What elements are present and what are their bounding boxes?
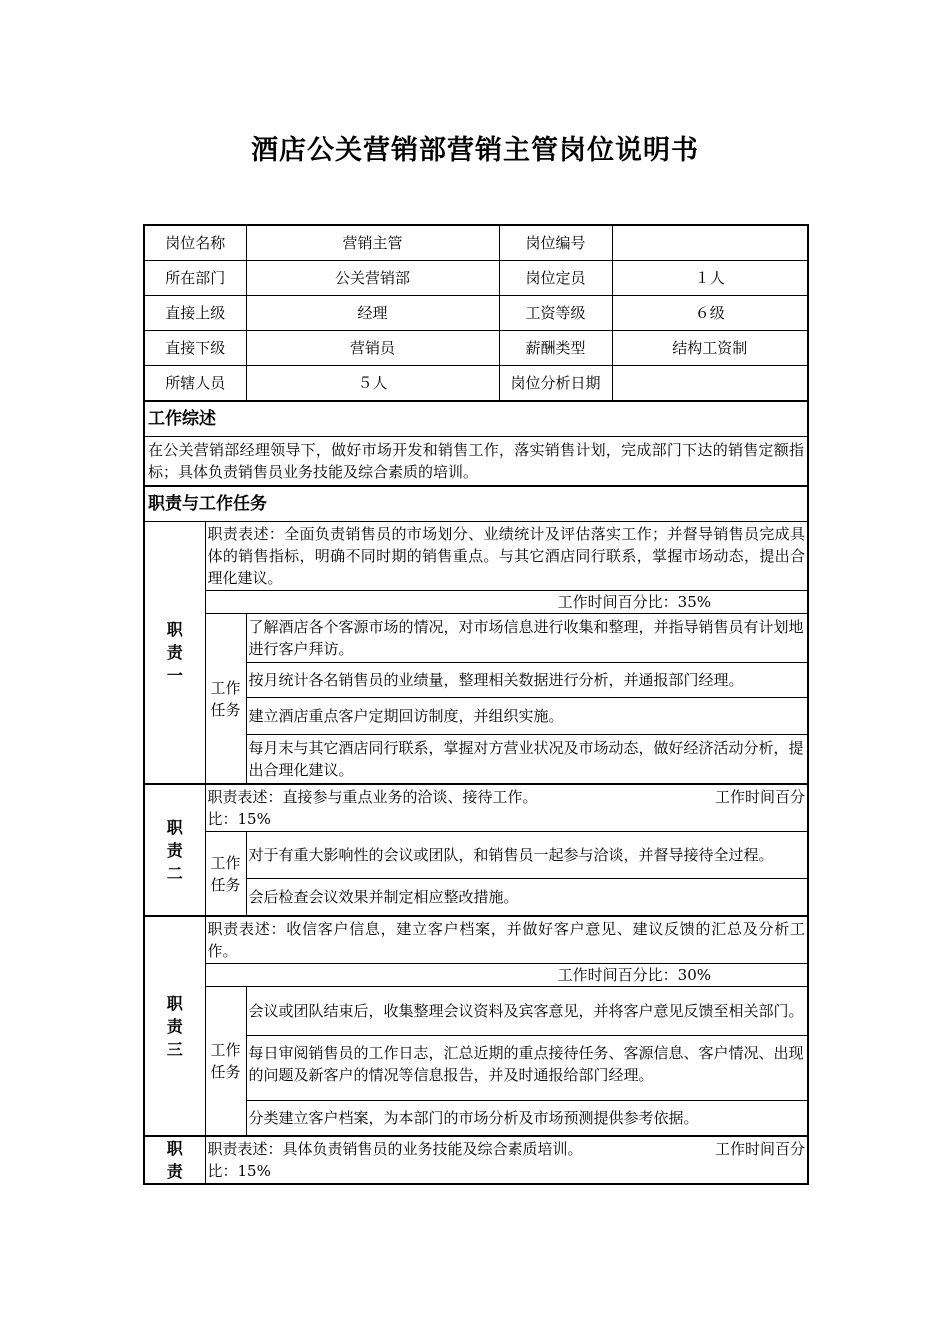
duty-1-task-4: 每月末与其它酒店同行联系，掌握对方营业状况及市场动态，做好经济活动分析，提出合理化建议。	[246, 735, 808, 785]
duty-1-desc-row	[144, 522, 808, 591]
info-row-name	[144, 225, 808, 261]
summary-heading: 工作综述	[144, 401, 808, 437]
info-row-dept	[144, 261, 808, 296]
duty-3-desc-row	[144, 916, 808, 964]
duty-2-desc-row	[144, 784, 808, 832]
duty-1-pct-row	[144, 591, 808, 614]
duty-2-task-label: 工作任务	[205, 832, 246, 917]
label-position-code: 岗位编号	[499, 225, 612, 261]
label-headcount: 岗位定员	[499, 261, 612, 296]
label-position-name: 岗位名称	[144, 225, 246, 261]
label-staff: 所辖人员	[144, 366, 246, 402]
label-subordinate: 直接下级	[144, 331, 246, 366]
duty-4-label: 职 责	[144, 1136, 205, 1184]
duty-2-label: 职 责 二	[144, 784, 205, 916]
summary-text: 在公关营销部经理领导下，做好市场开发和销售工作，落实销售计划，完成部门下达的销售定额指标；具体负责销售员业务技能及综合素质的培训。	[144, 437, 808, 487]
duty-1-task-1: 了解酒店各个客源市场的情况，对市场信息进行收集和整理，并指导销售员有计划地进行客户拜访。	[246, 614, 808, 663]
duty-4-desc: 职责表述：具体负责销售员的业务技能及综合素质培训。	[207, 1140, 583, 1158]
value-staff: ５人	[246, 366, 499, 402]
duty-1-task-label: 工作任务	[205, 614, 246, 785]
summary-text-row	[144, 437, 808, 487]
duty-1-label: 职 责 一	[144, 522, 205, 785]
duty-3-task-3: 分类建立客户档案，为本部门的市场分析及市场预测提供参考依据。	[246, 1101, 808, 1137]
duty-2-pct-a: 工作时间百分	[715, 788, 806, 806]
value-superior: 经理	[246, 296, 499, 331]
document-title: 酒店公关营销部营销主管岗位说明书	[251, 135, 699, 166]
value-pay-type: 结构工资制	[612, 331, 808, 366]
value-headcount: １人	[612, 261, 808, 296]
duty-1-task-3: 建立酒店重点客户定期回访制度，并组织实施。	[246, 698, 808, 735]
label-salary-grade: 工资等级	[499, 296, 612, 331]
info-row-subordinate	[144, 331, 808, 366]
duty-3-pct-row	[144, 964, 808, 987]
duty-3-task-label: 工作任务	[205, 987, 246, 1137]
label-superior: 直接上级	[144, 296, 246, 331]
label-department: 所在部门	[144, 261, 246, 296]
duty-4-pct-b: 比：15%	[207, 1162, 271, 1180]
duties-heading-row	[144, 486, 808, 522]
value-position-name: 营销主管	[246, 225, 499, 261]
summary-heading-row	[144, 401, 808, 437]
duty-1-pct: 工作时间百分比：35%	[205, 591, 808, 614]
duty-2-pct-b: 比：15%	[207, 810, 271, 828]
duty-3-task-1-row	[144, 987, 808, 1036]
value-analysis-date	[612, 366, 808, 402]
job-description-table	[143, 224, 809, 1185]
duty-2-task-1-row	[144, 832, 808, 879]
duty-2-task-1: 对于有重大影响性的会议或团队，和销售员一起参与洽谈，并督导接待全过程。	[246, 832, 808, 879]
value-position-code	[612, 225, 808, 261]
duty-3-pct: 工作时间百分比：30%	[205, 964, 808, 987]
value-subordinate: 营销员	[246, 331, 499, 366]
duty-2-desc-cell	[205, 784, 808, 832]
info-row-superior	[144, 296, 808, 331]
duty-1-task-2: 按月统计各名销售员的业绩量，整理相关数据进行分析，并通报部门经理。	[246, 663, 808, 698]
duties-heading: 职责与工作任务	[144, 486, 808, 522]
duty-1-desc: 职责表述：全面负责销售员的市场划分、业绩统计及评估落实工作；并督导销售员完成具体的销售指标，明确不同时期的销售重点。与其它酒店同行联系，掌握市场动态，提出合理化建议。	[205, 522, 808, 591]
value-salary-grade: ６级	[612, 296, 808, 331]
duty-3-task-2: 每日审阅销售员的工作日志，汇总近期的重点接待任务、客源信息、客户情况、出现的问题及新客户的情况等信息报告，并及时通报给部门经理。	[246, 1036, 808, 1101]
value-department: 公关营销部	[246, 261, 499, 296]
duty-2-task-2: 会后检查会议效果并制定相应整改措施。	[246, 879, 808, 917]
label-pay-type: 薪酬类型	[499, 331, 612, 366]
duty-2-desc: 职责表述：直接参与重点业务的洽谈、接待工作。	[207, 788, 538, 806]
duty-3-task-1: 会议或团队结束后，收集整理会议资料及宾客意见，并将客户意见反馈至相关部门。	[246, 987, 808, 1036]
duty-3-desc: 职责表述：收信客户信息，建立客户档案，并做好客户意见、建议反馈的汇总及分析工作。	[205, 916, 808, 964]
info-row-staff	[144, 366, 808, 402]
duty-4-desc-row	[144, 1136, 808, 1184]
duty-4-desc-cell	[205, 1136, 808, 1184]
duty-3-label: 职 责 三	[144, 916, 205, 1136]
duty-4-pct-a: 工作时间百分	[715, 1140, 806, 1158]
label-analysis-date: 岗位分析日期	[499, 366, 612, 402]
duty-1-task-1-row	[144, 614, 808, 663]
